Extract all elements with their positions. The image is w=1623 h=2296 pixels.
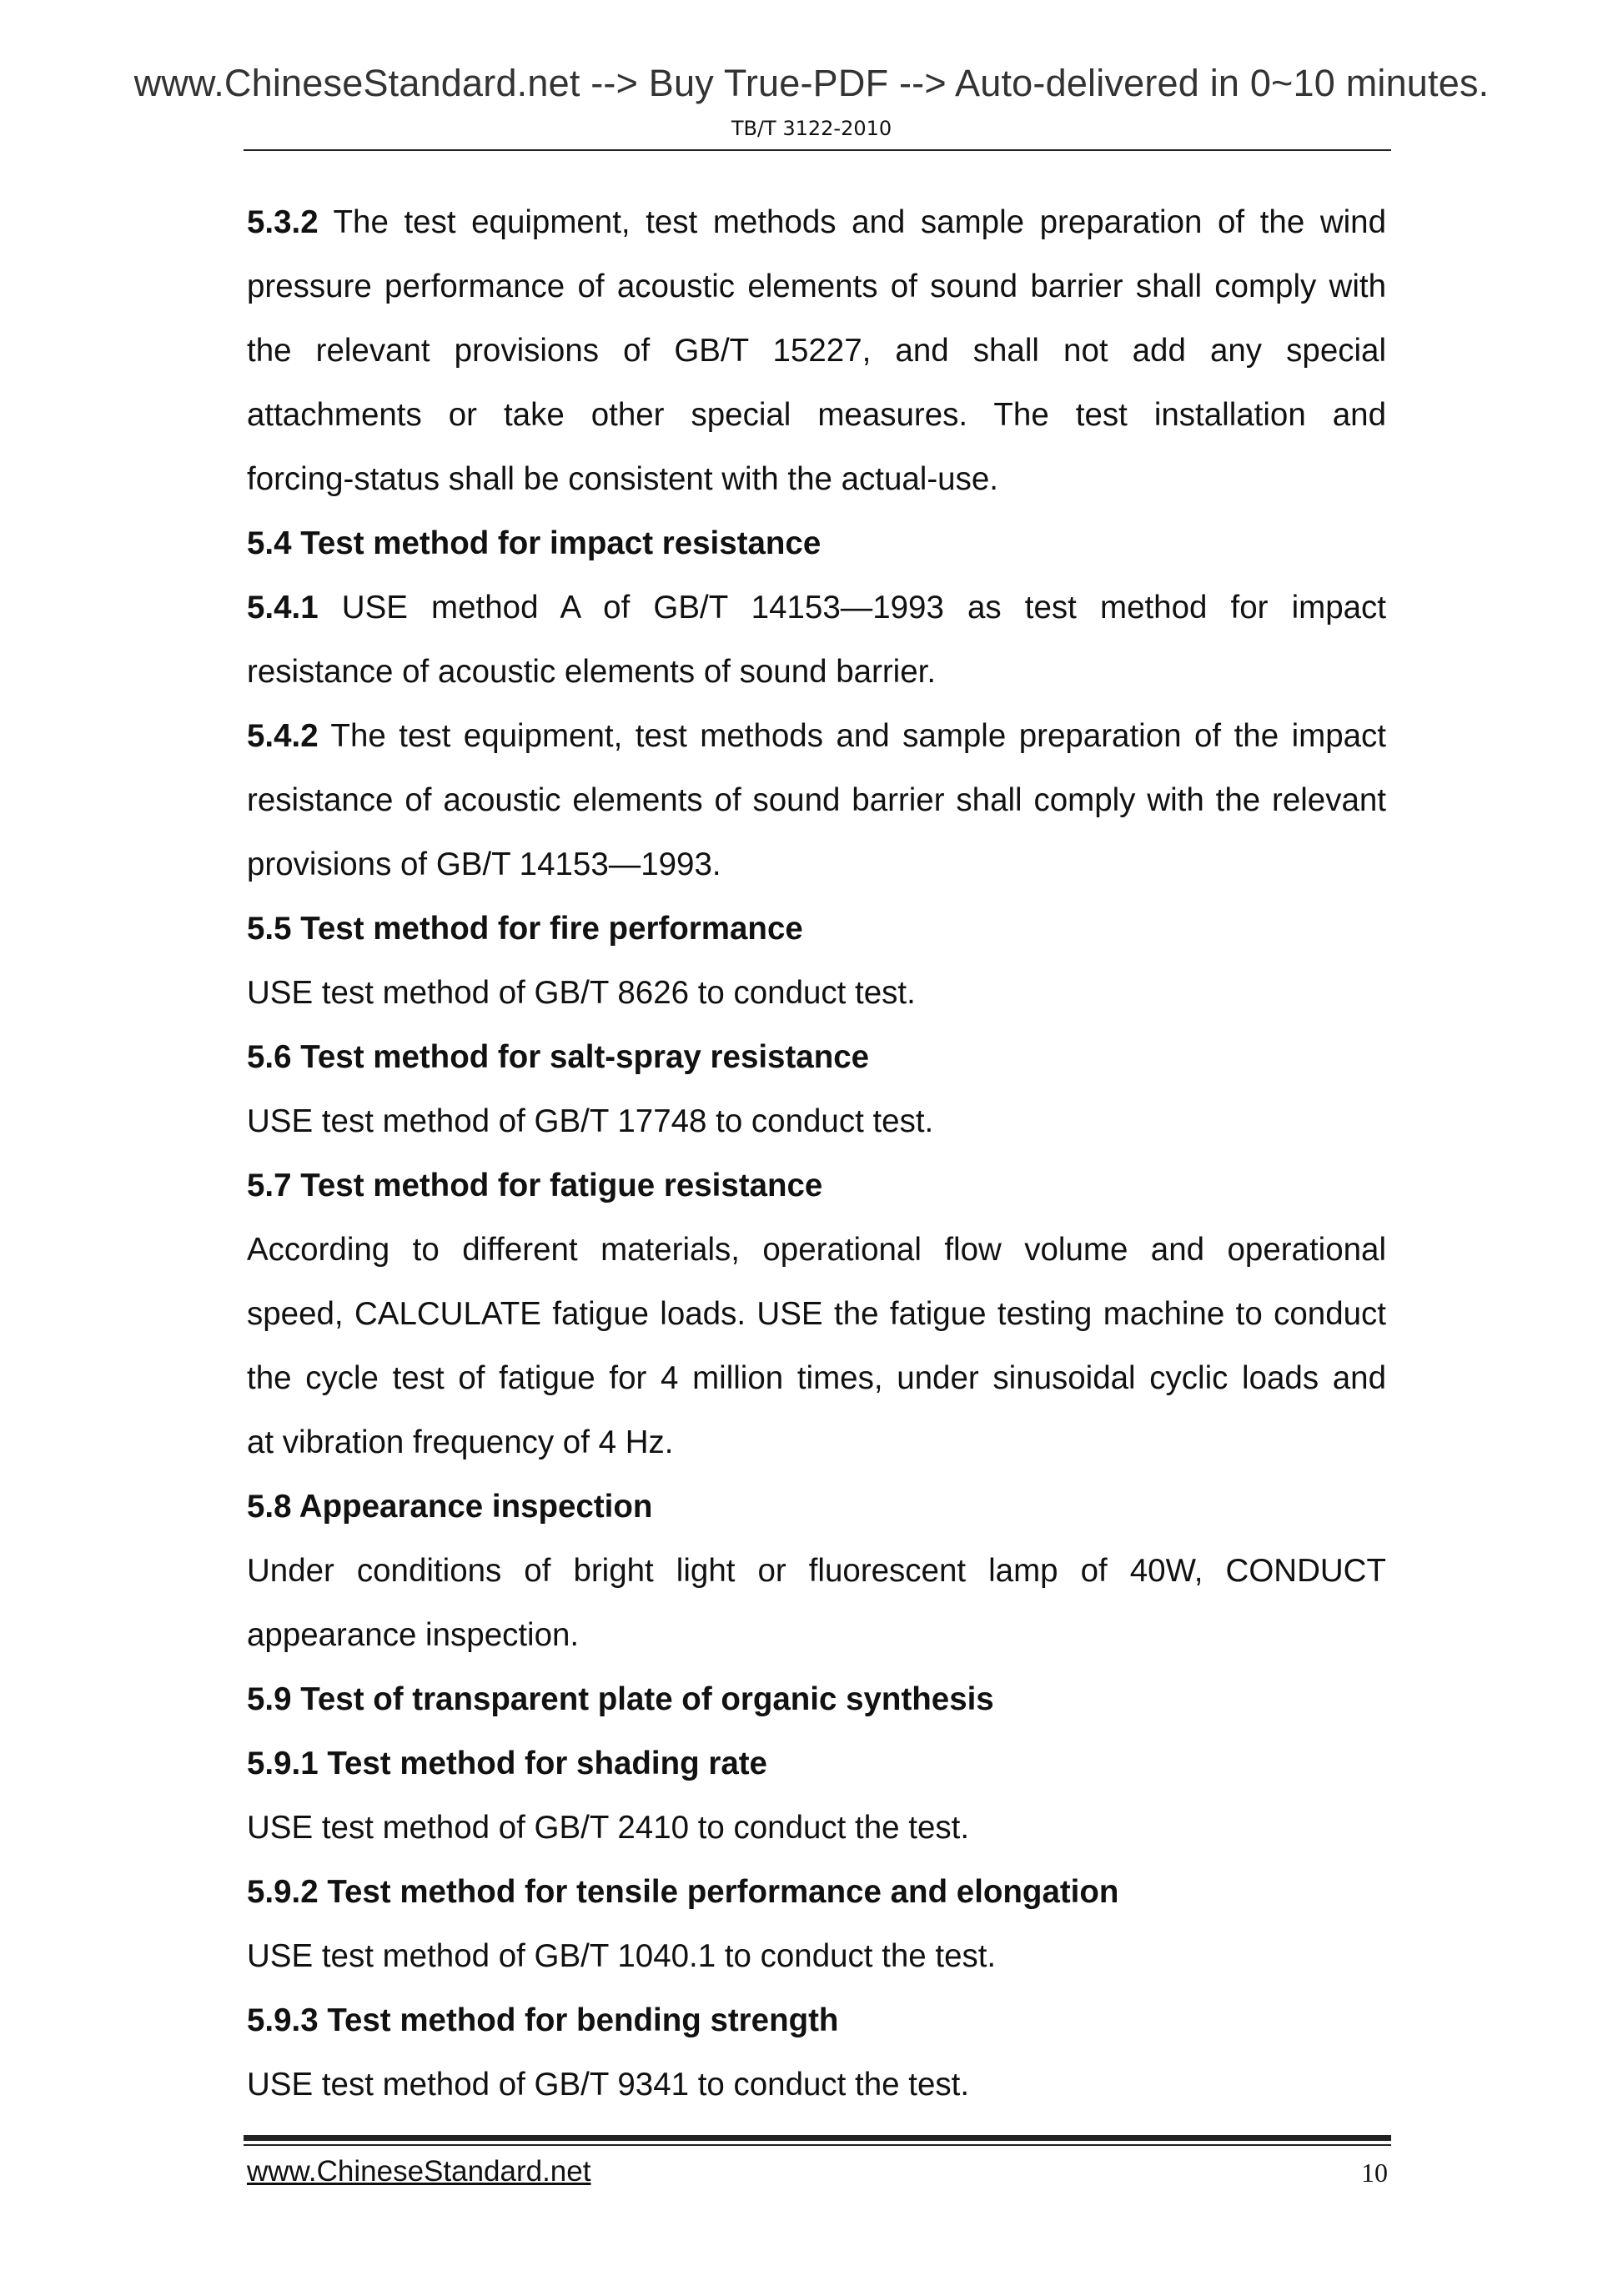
clause-5-4-2-line	[247, 716, 1386, 757]
clause-5-4-1-line: resistance of acoustic elements of sound barrier.	[247, 654, 937, 690]
footer-divider-thin	[244, 2144, 1391, 2146]
paragraph-5-7-line: speed, CALCULATE fatigue loads. USE the fatigue testing machine to conduct	[247, 1296, 1386, 1332]
heading-5-6: 5.6 Test method for salt-spray resistance	[247, 1039, 870, 1075]
paragraph-5-7-line: the cycle test of fatigue for 4 million times, under sinusoidal cyclic loads and	[247, 1360, 1386, 1396]
clause-number: 5.4.1	[247, 590, 319, 625]
clause-number: 5.4.2	[247, 718, 319, 754]
document-id: TB/T 3122-2010	[731, 117, 892, 140]
paragraph-5-6: USE test method of GB/T 17748 to conduct test.	[247, 1103, 934, 1139]
heading-5-7: 5.7 Test method for fatigue resistance	[247, 1168, 823, 1203]
paragraph-5-9-1: USE test method of GB/T 2410 to conduct the test.	[247, 1810, 970, 1846]
clause-text: USE method A of GB/T 14153—1993 as test method for impact	[318, 590, 1386, 625]
heading-5-5: 5.5 Test method for fire performance	[247, 911, 803, 947]
paragraph-5-7-line: at vibration frequency of 4 Hz.	[247, 1424, 674, 1460]
clause-number: 5.3.2	[247, 204, 319, 240]
clause-5-3-2-line: the relevant provisions of GB/T 15227, and shall not add any special	[247, 333, 1386, 369]
promo-banner-link[interactable]: www.ChineseStandard.net --> Buy True-PDF --> Auto-delivered in 0~10 minutes.	[133, 62, 1490, 104]
paragraph-5-9-2: USE test method of GB/T 1040.1 to conduct the test.	[247, 1938, 997, 1974]
header-divider	[244, 149, 1391, 151]
heading-5-9-2: 5.9.2 Test method for tensile performance and elongation	[247, 1874, 1119, 1910]
heading-5-9-1: 5.9.1 Test method for shading rate	[247, 1746, 767, 1781]
heading-5-9: 5.9 Test of transparent plate of organic synthesis	[247, 1681, 994, 1717]
paragraph-5-8-line: Under conditions of bright light or fluorescent lamp of 40W, CONDUCT	[247, 1553, 1386, 1589]
clause-5-3-2-line: attachments or take other special measures. The test installation and	[247, 397, 1386, 433]
clause-text: The test equipment, test methods and sample preparation of the impact	[318, 718, 1386, 754]
paragraph-5-8-line: appearance inspection.	[247, 1617, 580, 1653]
clause-5-4-1-line	[247, 587, 1386, 629]
clause-5-3-2-line: pressure performance of acoustic elements of sound barrier shall comply with	[247, 269, 1386, 304]
heading-5-4: 5.4 Test method for impact resistance	[247, 525, 822, 561]
footer-divider-thick	[244, 2135, 1391, 2141]
clause-5-3-2-line	[247, 202, 1386, 244]
footer-website-link[interactable]: www.ChineseStandard.net	[247, 2155, 591, 2188]
paragraph-5-9-3: USE test method of GB/T 9341 to conduct the test.	[247, 2067, 970, 2103]
clause-5-4-2-line: provisions of GB/T 14153—1993.	[247, 847, 721, 882]
clause-text: The test equipment, test methods and sample preparation of the wind	[318, 204, 1386, 240]
clause-5-3-2-line: forcing-status shall be consistent with the actual-use.	[247, 461, 998, 497]
heading-5-9-3: 5.9.3 Test method for bending strength	[247, 2002, 839, 2038]
paragraph-5-5: USE test method of GB/T 8626 to conduct test.	[247, 975, 916, 1011]
heading-5-8: 5.8 Appearance inspection	[247, 1489, 653, 1525]
clause-5-4-2-line: resistance of acoustic elements of sound barrier shall comply with the relevant	[247, 782, 1386, 818]
page-number: 10	[1361, 2158, 1388, 2188]
paragraph-5-7-line: According to different materials, operational flow volume and operational	[247, 1232, 1386, 1268]
